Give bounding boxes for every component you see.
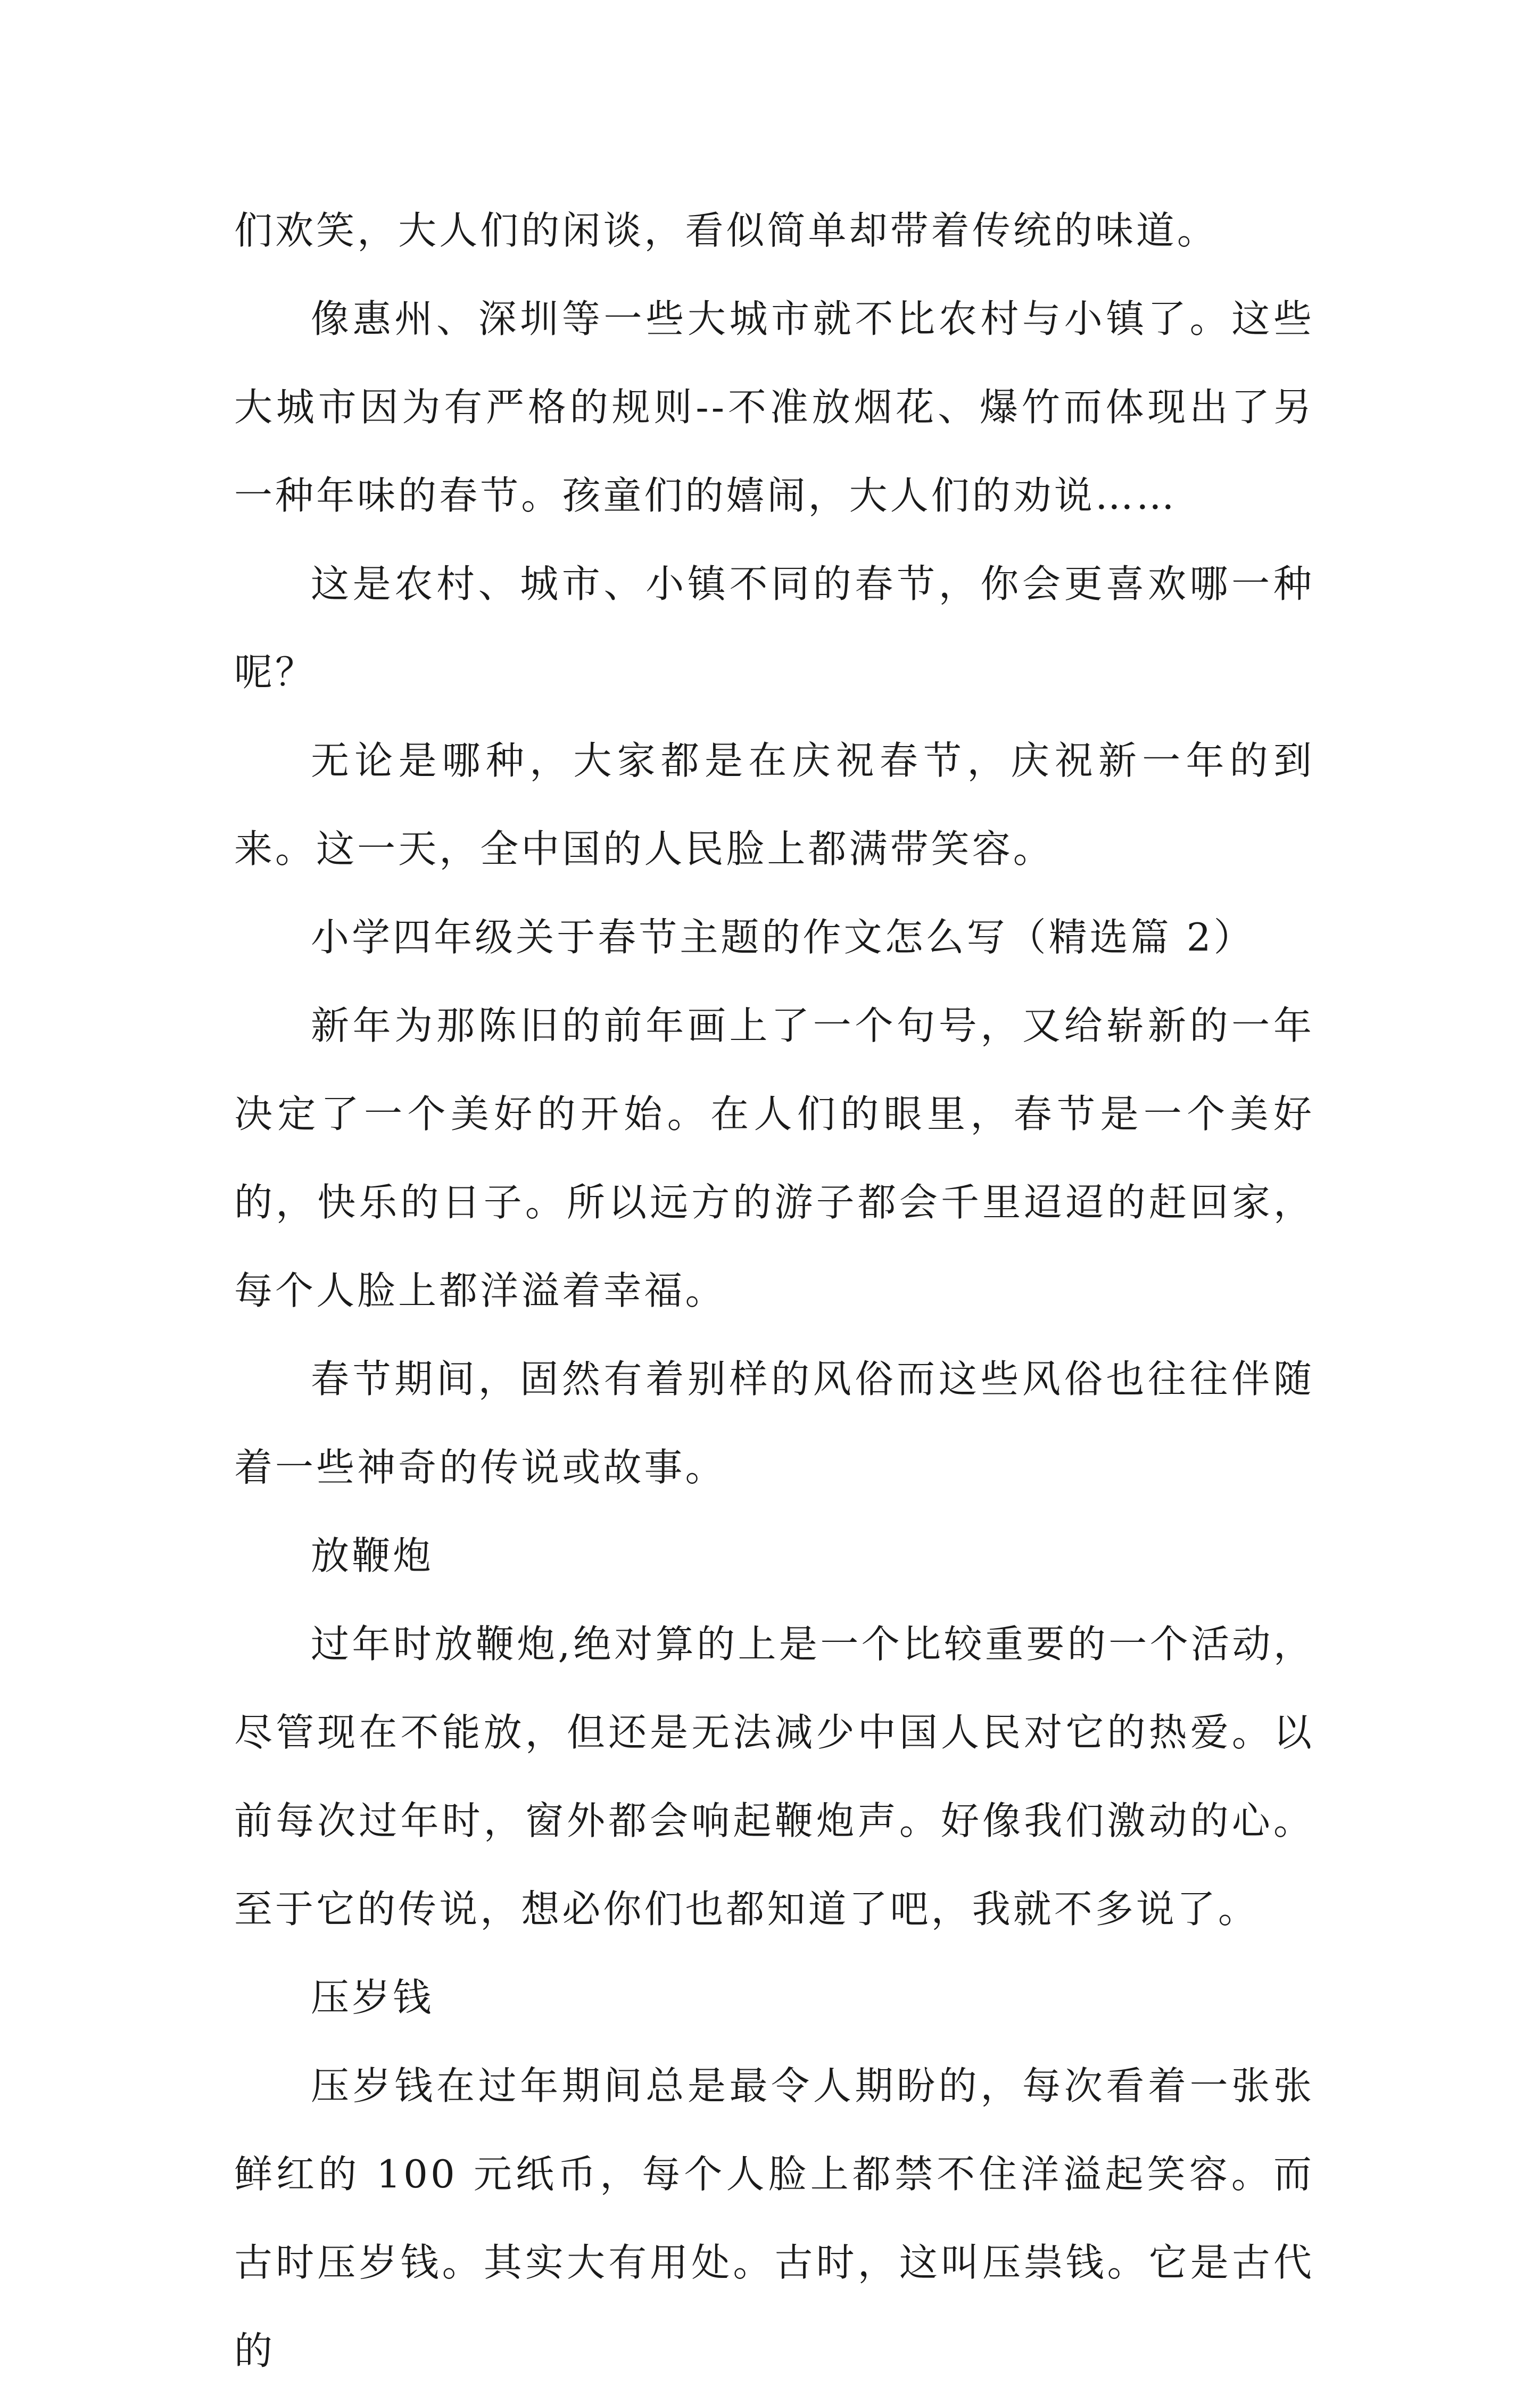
paragraph-7: 春节期间，固然有着别样的风俗而这些风俗也往往伴随着一些神奇的传说或故事。 [234, 1357, 1314, 1490]
subheading-firecrackers: 放鞭炮 [311, 1533, 434, 1578]
section-heading-2: 小学四年级关于春节主题的作文怎么写（精选篇 2） [311, 915, 1255, 960]
paragraph-11: 压岁钱在过年期间总是最令人期盼的，每次看着一张张鲜红的 100 元纸币，每个人脸上都禁不住洋溢起笑容。而古时压岁钱。其实大有用处。古时，这叫压祟钱。它是古代的 [234, 2063, 1314, 2373]
paragraph-4: 无论是哪种，大家都是在庆祝春节，庆祝新一年的到来。这一天，全中国的人民脸上都满带笑容。 [234, 738, 1314, 871]
paragraph-3: 这是农村、城市、小镇不同的春节，你会更喜欢哪一种呢？ [234, 561, 1314, 695]
subheading-lucky-money: 压岁钱 [311, 1975, 434, 2020]
body-text [234, 186, 1314, 2395]
paragraph-2: 像惠州、深圳等一些大城市就不比农村与小镇了。这些大城市因为有严格的规则--不准放烟花、爆竹而体现出了另一种年味的春节。孩童们的嬉闹，大人们的劝说…… [234, 296, 1314, 518]
paragraph-1: 们欢笑，大人们的闲谈，看似简单却带着传统的味道。 [234, 208, 1218, 253]
paragraph-6: 新年为那陈旧的前年画上了一个句号，又给崭新的一年决定了一个美好的开始。在人们的眼里，春节是一个美好的，快乐的日子。所以远方的游子都会千里迢迢的赶回家，每个人脸上都洋溢着幸福。 [234, 1003, 1314, 1313]
paragraph-9: 过年时放鞭炮,绝对算的上是一个比较重要的一个活动，尽管现在不能放，但还是无法减少中国人民对它的热爱。以前每次过年时，窗外都会响起鞭炮声。好像我们激动的心。至于它的传说，想必你们也都知道了吧，我就不多说了。 [234, 1622, 1314, 1931]
